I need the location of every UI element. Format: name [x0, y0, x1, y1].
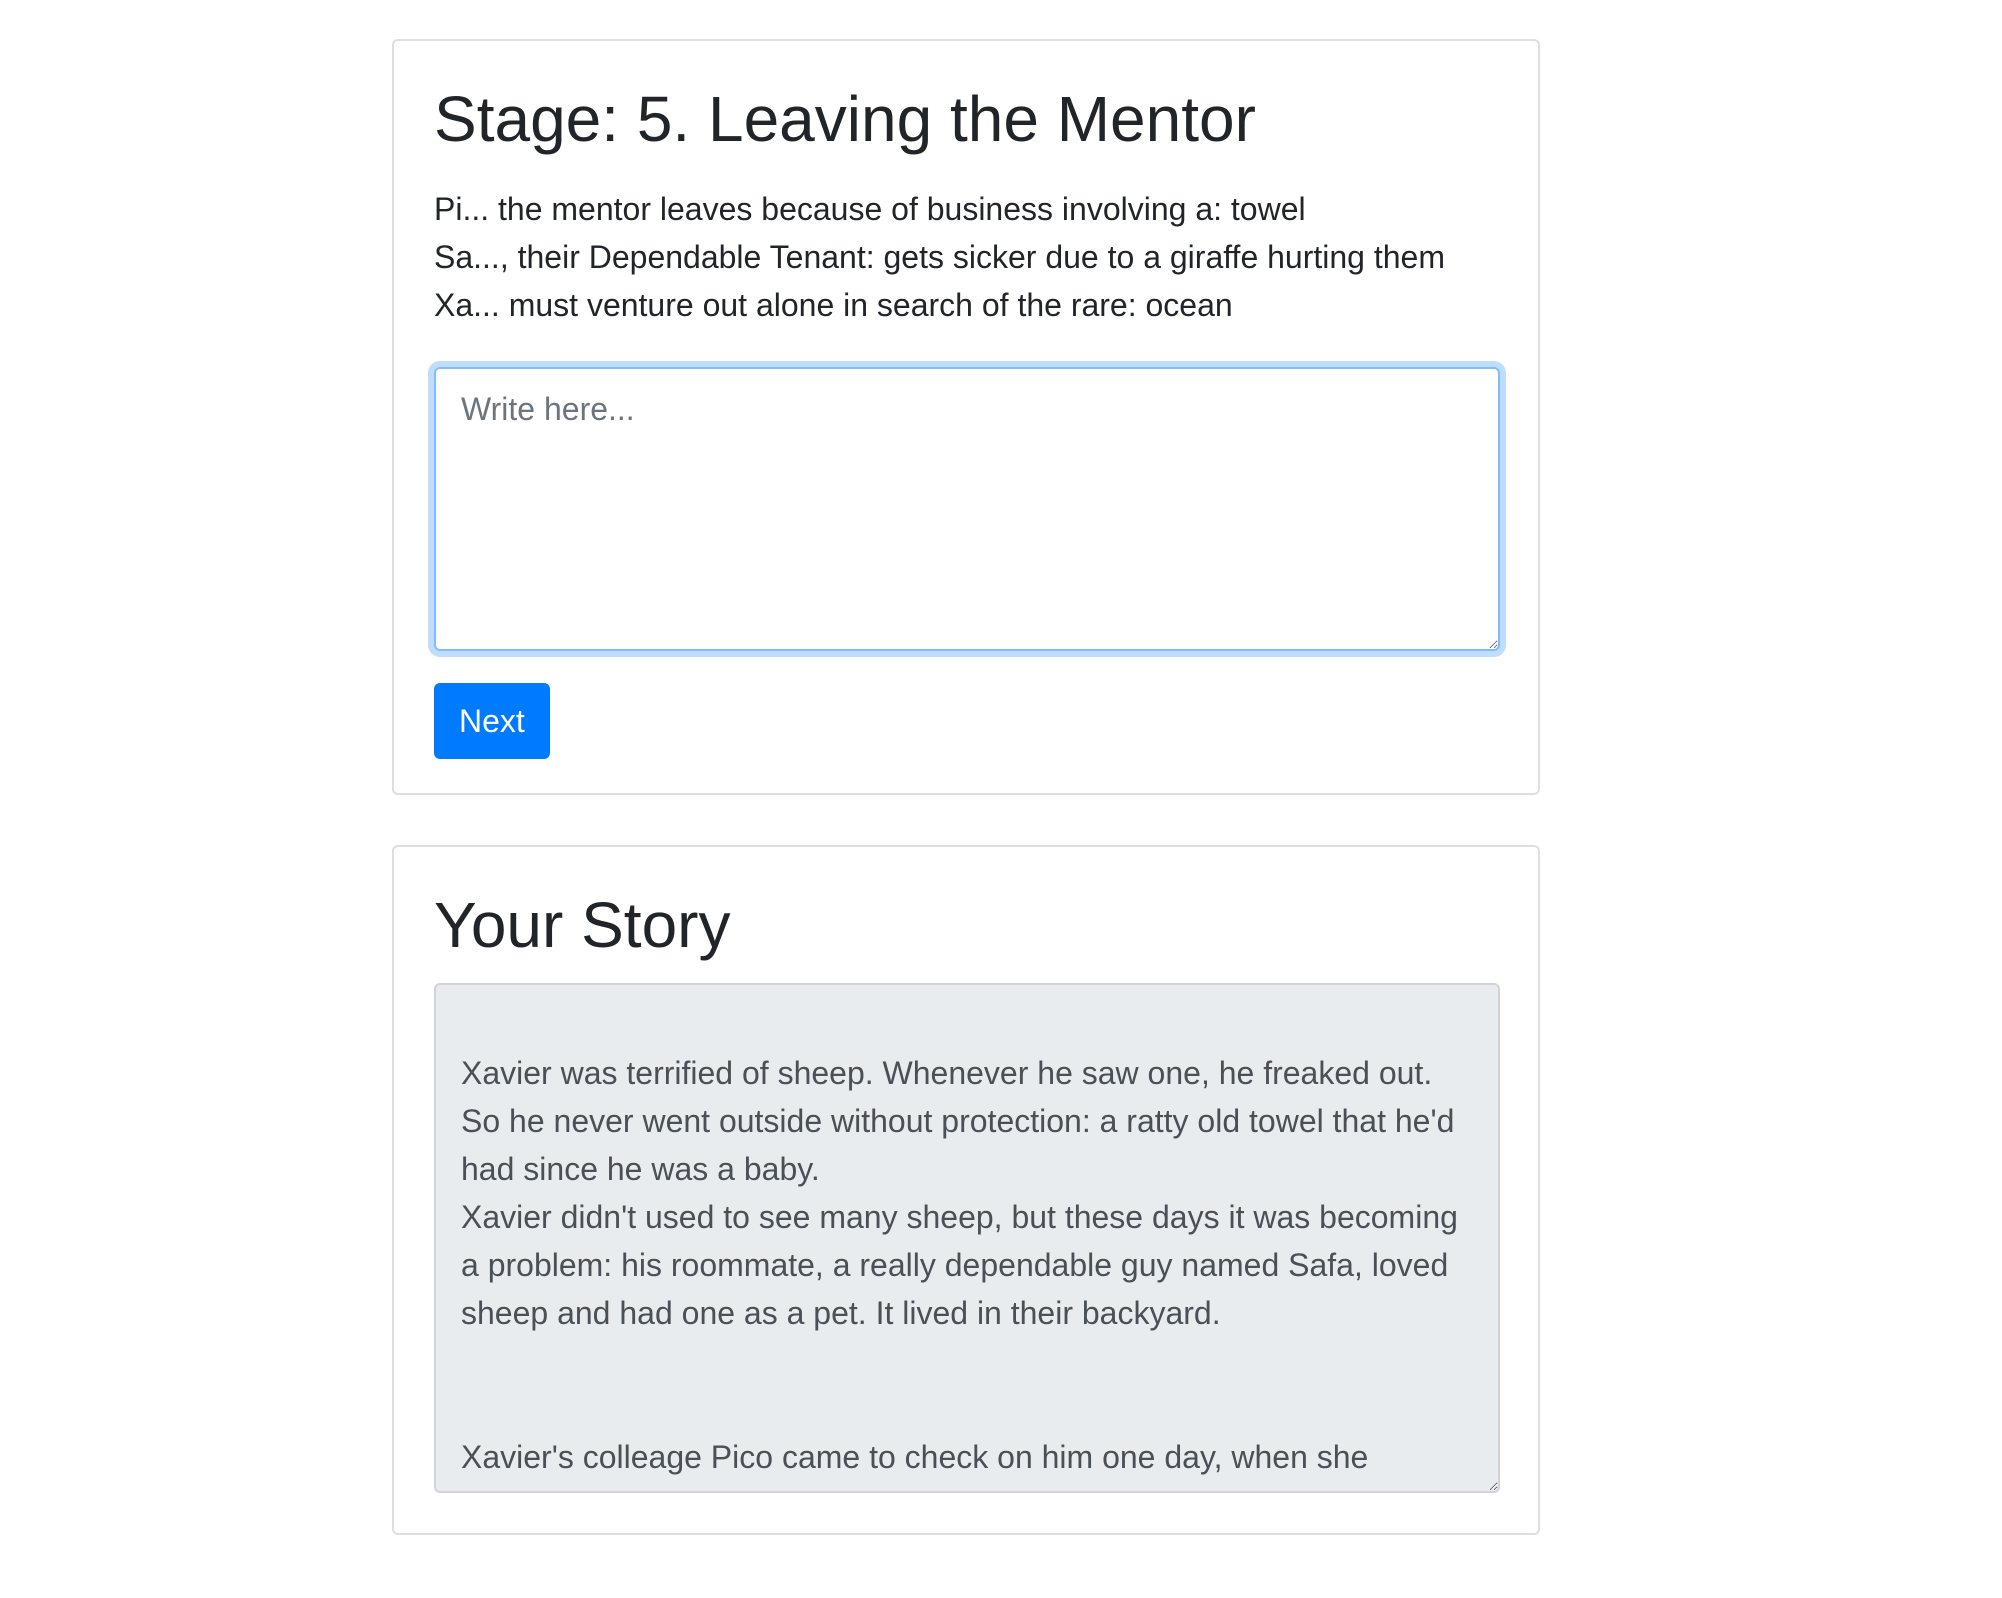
stage-card	[392, 39, 1540, 795]
story-card	[392, 845, 1540, 1535]
story-input[interactable]	[434, 367, 1500, 651]
prompt-line-tenant: Sa..., their Dependable Tenant: gets sicker due to a giraffe hurting them	[434, 239, 1445, 275]
prompt-line-hero: Xa... must venture out alone in search of the rare: ocean	[434, 287, 1233, 323]
story-output[interactable]	[434, 983, 1500, 1493]
story-title: Your Story	[434, 889, 731, 961]
stage-title: Stage: 5. Leaving the Mentor	[434, 83, 1256, 155]
next-button[interactable]: Next	[434, 683, 550, 759]
stage-prompt	[434, 185, 1498, 329]
prompt-line-mentor: Pi... the mentor leaves because of business involving a: towel	[434, 191, 1306, 227]
